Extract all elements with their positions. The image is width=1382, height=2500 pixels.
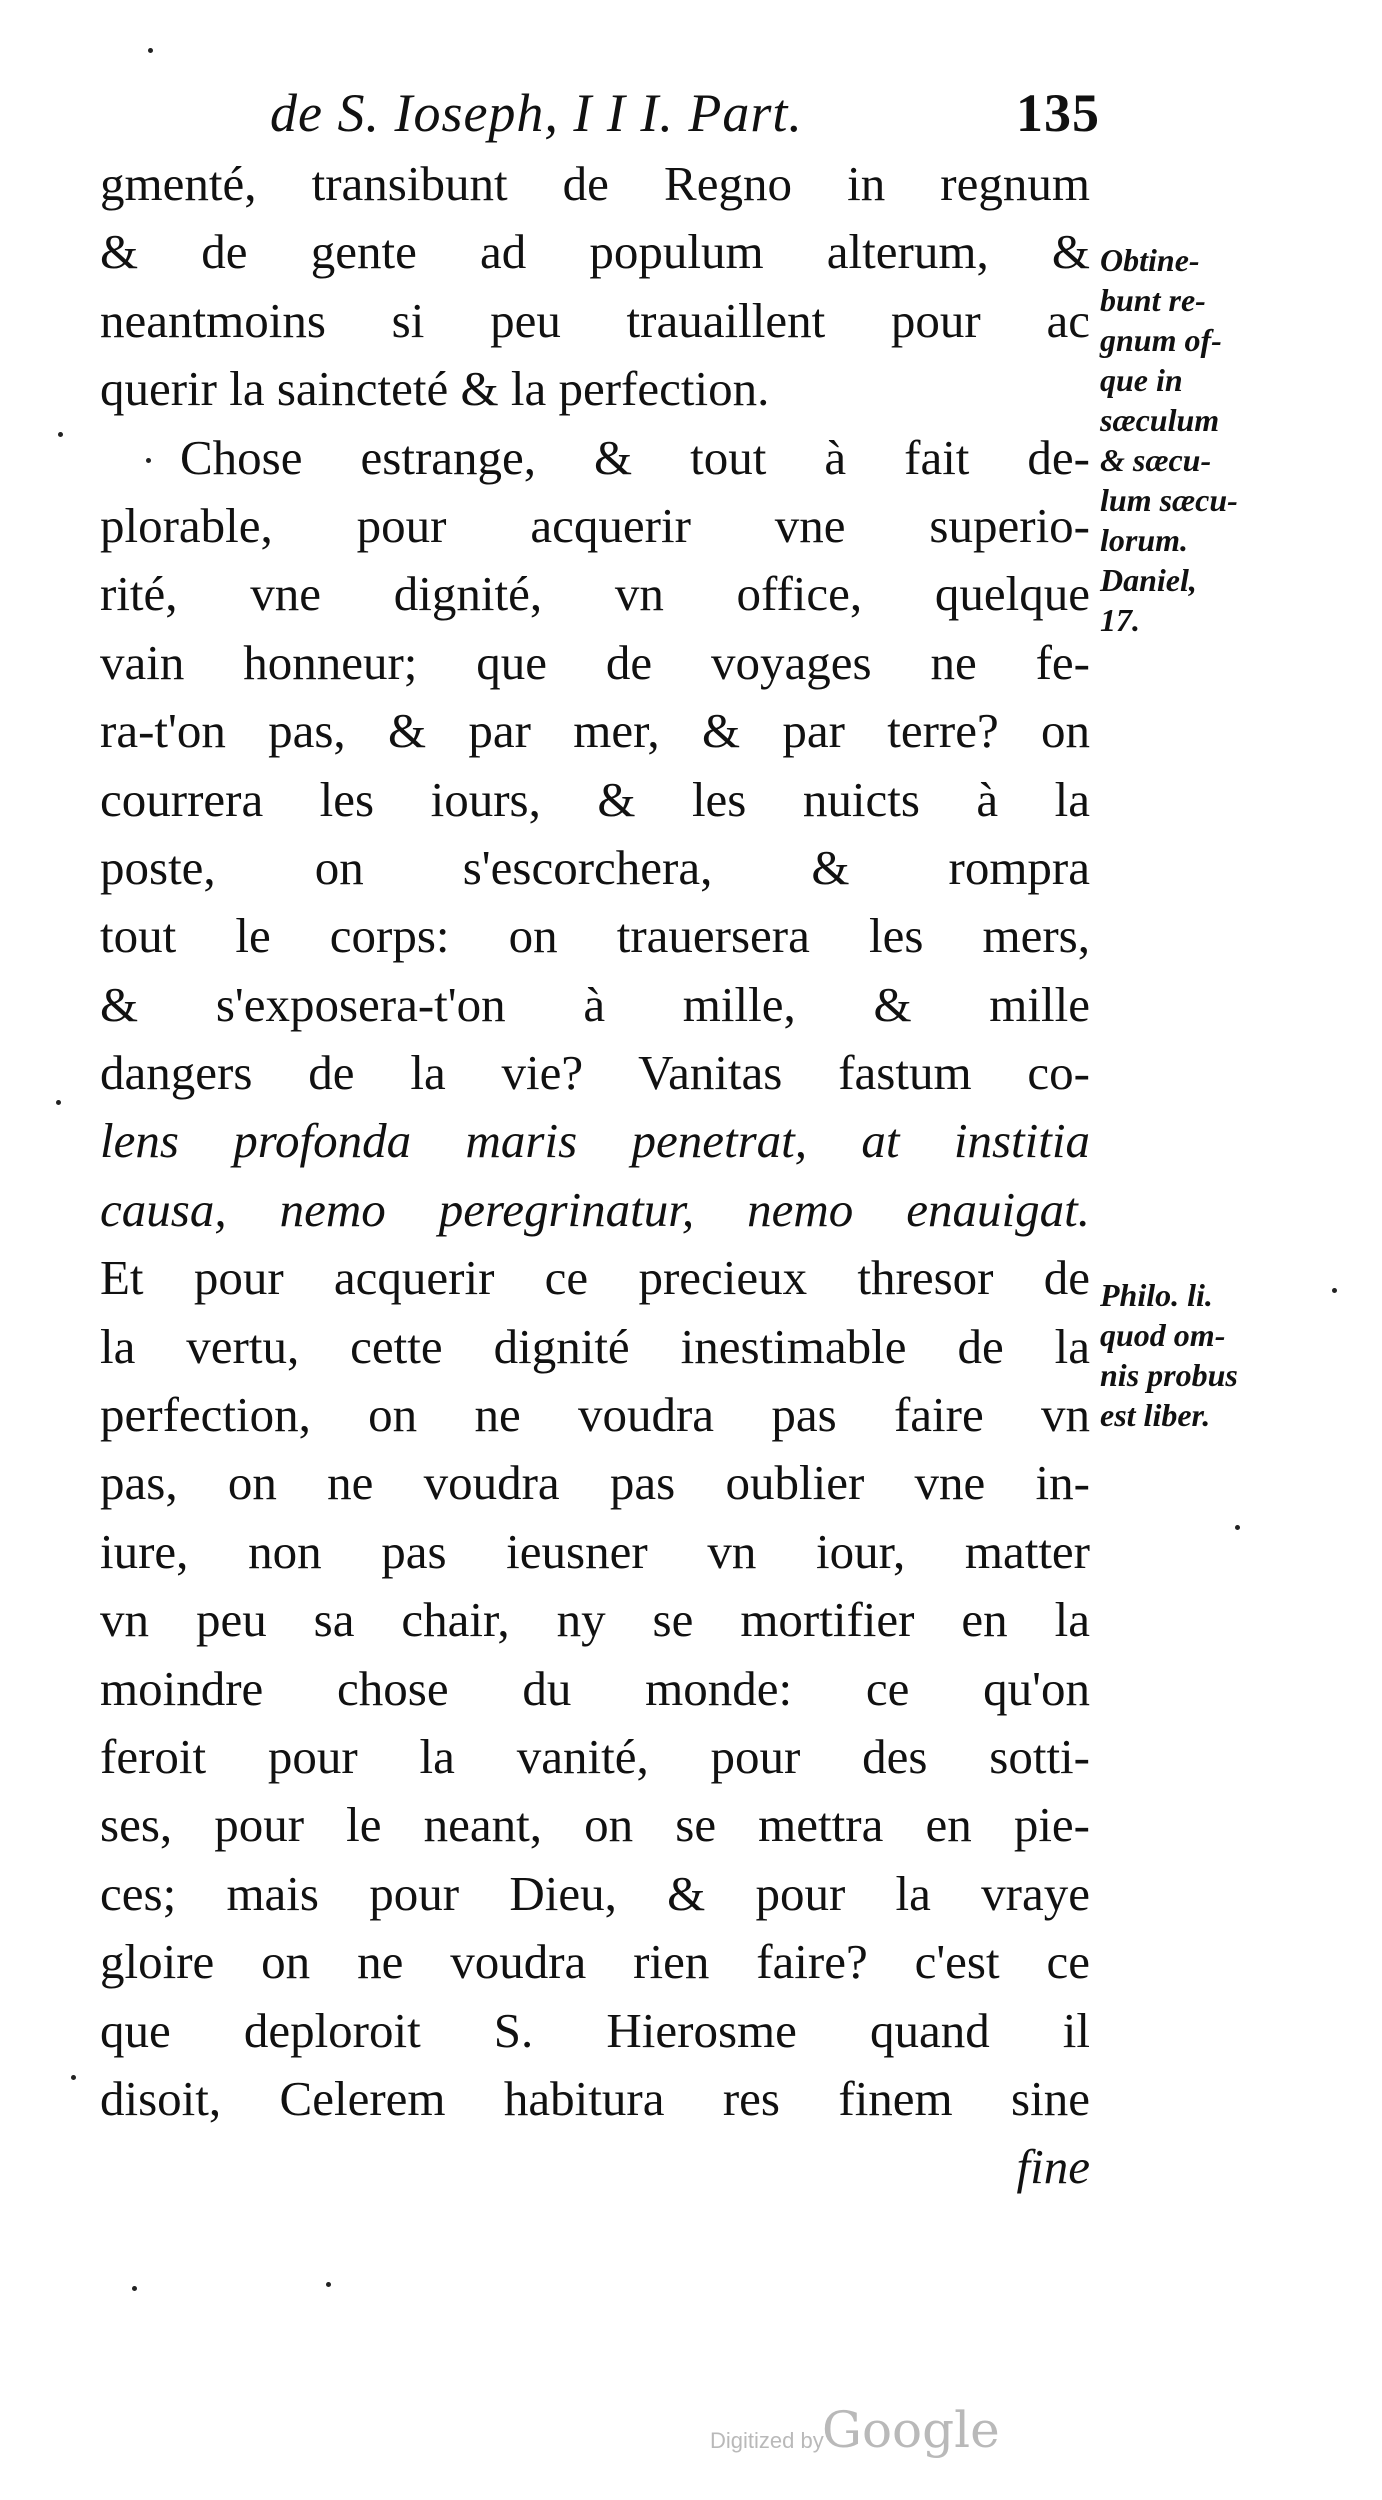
ink-speck [326, 2282, 331, 2287]
text-line: ces; mais pour Dieu, & pour la vraye [100, 1865, 1090, 1921]
text-line: & de gente ad populum alterum, & [100, 224, 1090, 280]
ink-speck [1235, 1525, 1240, 1530]
watermark-prefix: Digitized by [710, 2428, 824, 2453]
margin-note-line: quod om- [1100, 1317, 1226, 1353]
text-line: pas, on ne voudra pas oublier vne in- [100, 1455, 1090, 1511]
text-line: ses, pour le neant, on se mettra en pie- [100, 1797, 1090, 1853]
text-line: tout le corps: on trauersera les mers, [100, 908, 1090, 964]
margin-note-line: 17. [1100, 602, 1140, 638]
text-line-latin: lens profonda maris penetrat, at institia [100, 1113, 1090, 1169]
margin-note-line: sæculum [1100, 402, 1220, 438]
catchword: fine [1016, 2139, 1090, 2195]
margin-note-philo [1100, 1275, 1310, 1435]
ink-speck [56, 1100, 61, 1105]
margin-note-line: nis probus [1100, 1357, 1238, 1393]
text-line: rité, vne dignité, vn office, quelque [100, 566, 1090, 622]
text-line: courrera les iours, & les nuicts à la [100, 771, 1090, 827]
digitized-watermark [690, 2400, 1050, 2470]
margin-note-line: Obtine- [1100, 242, 1200, 278]
text-line: la vertu, cette dignité inestimable de la [100, 1318, 1090, 1374]
text-line: gloire on ne voudra rien faire? c'est ce [100, 1934, 1090, 1990]
text-line: vn peu sa chair, ny se mortifier en la [100, 1592, 1090, 1648]
text-line: gmenté, transibunt de Regno in regnum [100, 156, 1090, 211]
margin-note-line: bunt re- [1100, 282, 1206, 318]
page-number: 135 [1016, 83, 1100, 143]
text-line: plorable, pour acquerir vne superio- [100, 497, 1090, 553]
text-line: iure, non pas ieusner vn iour, matter [100, 1523, 1090, 1579]
margin-note-line: gnum of- [1100, 322, 1222, 358]
margin-note-line: que in [1100, 362, 1183, 398]
text-line: perfection, on ne voudra pas faire vn [100, 1387, 1090, 1443]
text-line: ra-t'on pas, & par mer, & par terre? on [100, 703, 1090, 759]
body-text [100, 150, 1090, 2202]
text-line: moindre chose du monde: ce qu'on [100, 1660, 1090, 1716]
text-line: Chose estrange, & tout à fait de- [180, 429, 1090, 485]
text-line: & s'exposera-t'on à mille, & mille [100, 976, 1090, 1032]
ink-speck [71, 2075, 76, 2080]
margin-note-line: lorum. [1100, 522, 1189, 558]
text-line-latin: causa, nemo peregrinatur, nemo enauigat. [100, 1181, 1090, 1237]
text-line: querir la saincteté & la perfection. [100, 361, 770, 417]
margin-note-line: & sæcu- [1100, 442, 1212, 478]
text-line: Et pour acquerir ce precieux thresor de [100, 1250, 1090, 1306]
margin-note-line: Philo. li. [1100, 1277, 1213, 1313]
running-title: de S. Ioseph, I I I. Part. [270, 83, 803, 143]
text-line: vain honneur; que de voyages ne fe- [100, 634, 1090, 690]
margin-note-line: Daniel, [1100, 562, 1197, 598]
ink-speck [146, 458, 151, 463]
text-line: dangers de la vie? Vanitas fastum co- [100, 1045, 1090, 1101]
margin-note-daniel [1100, 240, 1310, 640]
ink-speck [1332, 1288, 1337, 1293]
ink-speck [148, 48, 153, 53]
running-head [150, 78, 1100, 148]
margin-note-line: est liber. [1100, 1397, 1211, 1433]
text-line: neantmoins si peu trauaillent pour ac [100, 292, 1090, 348]
text-line: que deploroit S. Hierosme quand il [100, 2002, 1090, 2058]
text-line: poste, on s'escorchera, & rompra [100, 839, 1090, 895]
text-line: disoit, Celerem habitura res finem sine [100, 2070, 1090, 2126]
ink-speck [58, 432, 63, 437]
text-line: feroit pour la vanité, pour des sotti- [100, 1728, 1090, 1784]
watermark-brand: Google [822, 2401, 1000, 2459]
ink-speck [132, 2286, 137, 2291]
margin-note-line: lum sæcu- [1100, 482, 1238, 518]
